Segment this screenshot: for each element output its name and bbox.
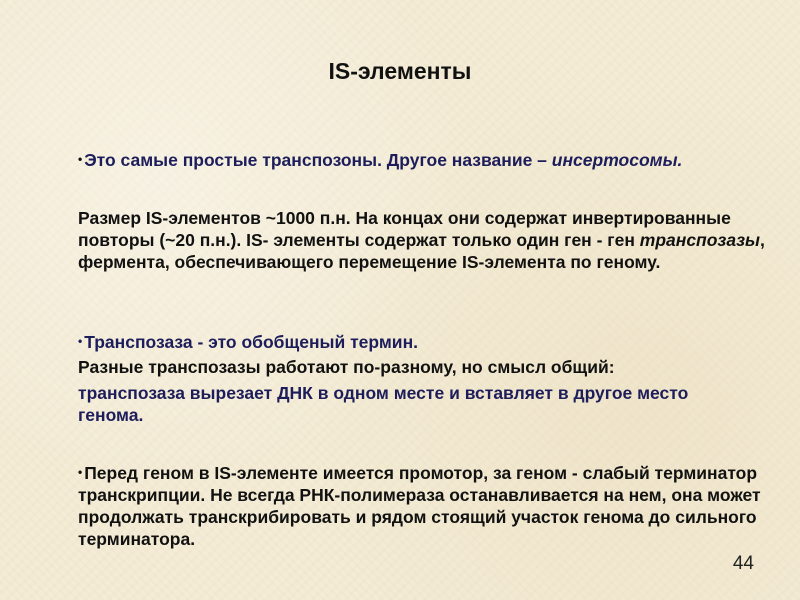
size-text-after: , фермента, обеспечивающего перемещение IS-элемента по геному.	[78, 230, 765, 272]
paragraph-transposase-work: Разные транспозазы работают по-разному, но смысл общий:	[78, 357, 615, 377]
bullet-icon: •	[78, 334, 83, 348]
slide-title: IS-элементы	[328, 58, 472, 84]
definition-text: Это самые простые транспозоны. Другое название –	[84, 150, 552, 170]
promoter-text: Перед геном в IS-элементе имеется промотор, за геном - слабый терминатор транскрипции. Не всегда РНК-полимераза останавливается на нем, она может продолжать транскрибировать и рядом стоящий участок генома до сильного терминатора.	[78, 463, 761, 549]
paragraph-promoter	[78, 461, 768, 550]
page-number: 44	[732, 553, 754, 574]
paragraph-transposase-term	[78, 330, 778, 353]
bullet-icon: •	[78, 152, 83, 166]
transposase-term-text: Транспозаза - это обобщеный термин.	[84, 332, 419, 352]
paragraph-definition	[78, 148, 768, 171]
size-text-before: Размер IS-элементов ~1000 п.н. На концах они содержат инвертированные повторы (~20 п.н.). IS- элементы содержат только один ген - ген	[78, 208, 731, 250]
size-text-italic: транспозазы	[639, 230, 760, 250]
paragraph-size	[78, 207, 778, 273]
definition-italic: инсертосомы.	[551, 150, 683, 170]
bullet-icon: •	[78, 465, 83, 479]
paragraph-transposase-action: транспозаза вырезает ДНК в одном месте и вставляет в другое место генома.	[78, 383, 689, 425]
